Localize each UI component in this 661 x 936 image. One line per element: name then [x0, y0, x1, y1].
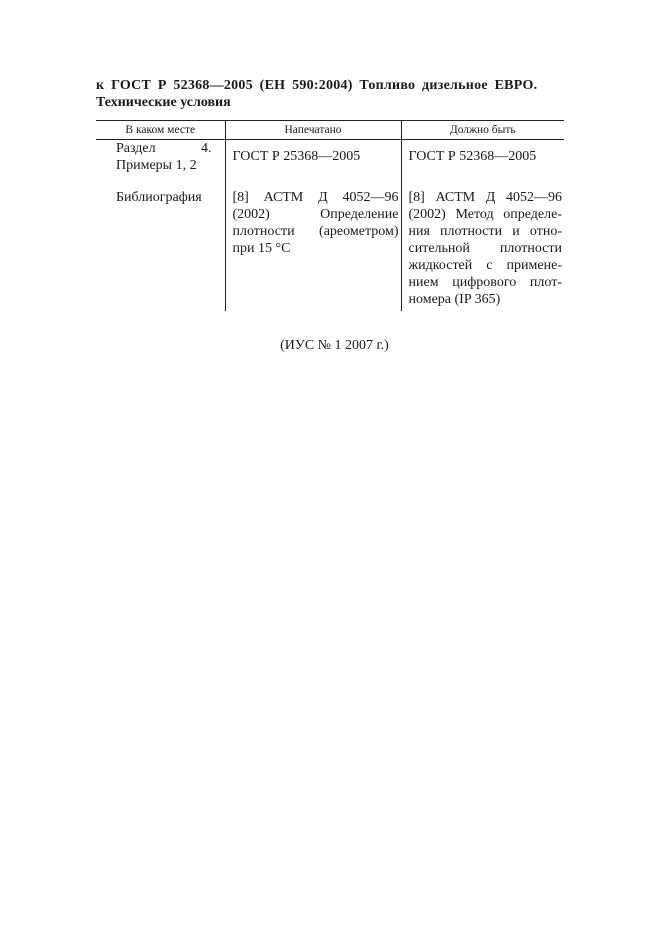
table-header-row — [96, 121, 564, 140]
cell-place: Раздел 4. Примеры 1, 2 — [116, 141, 212, 173]
cell-printed: ГОСТ Р 25368—2005 — [225, 140, 401, 190]
column-header-printed: Напечатано — [225, 121, 401, 140]
column-header-correct: Должно быть — [401, 121, 564, 140]
cell-place: Библиография — [116, 190, 202, 205]
table-row — [96, 189, 564, 311]
cell-printed: [8] АСТМ Д 4052—96 (2002) Определение плотности (ареометром) при 15 °С — [225, 189, 401, 311]
errata-heading — [96, 77, 568, 111]
table-row — [96, 140, 564, 190]
publication-note — [0, 338, 661, 354]
column-header-place: В каком месте — [96, 121, 225, 140]
heading-line-1: к ГОСТ Р 52368—2005 (ЕН 590:2004) Топливо дизельное ЕВРО. — [96, 78, 538, 93]
cell-correct: ГОСТ Р 52368—2005 — [401, 140, 564, 190]
heading-line-2: Технические условия — [96, 95, 231, 110]
errata-table — [96, 120, 564, 311]
cell-correct: [8] АСТМ Д 4052—96 (2002) Метод определения плотности и относительной плотности жидкостей с применением цифрового плотномера (IP 365) — [401, 189, 564, 311]
publication-note-text: (ИУС № 1 2007 г.) — [280, 338, 389, 353]
